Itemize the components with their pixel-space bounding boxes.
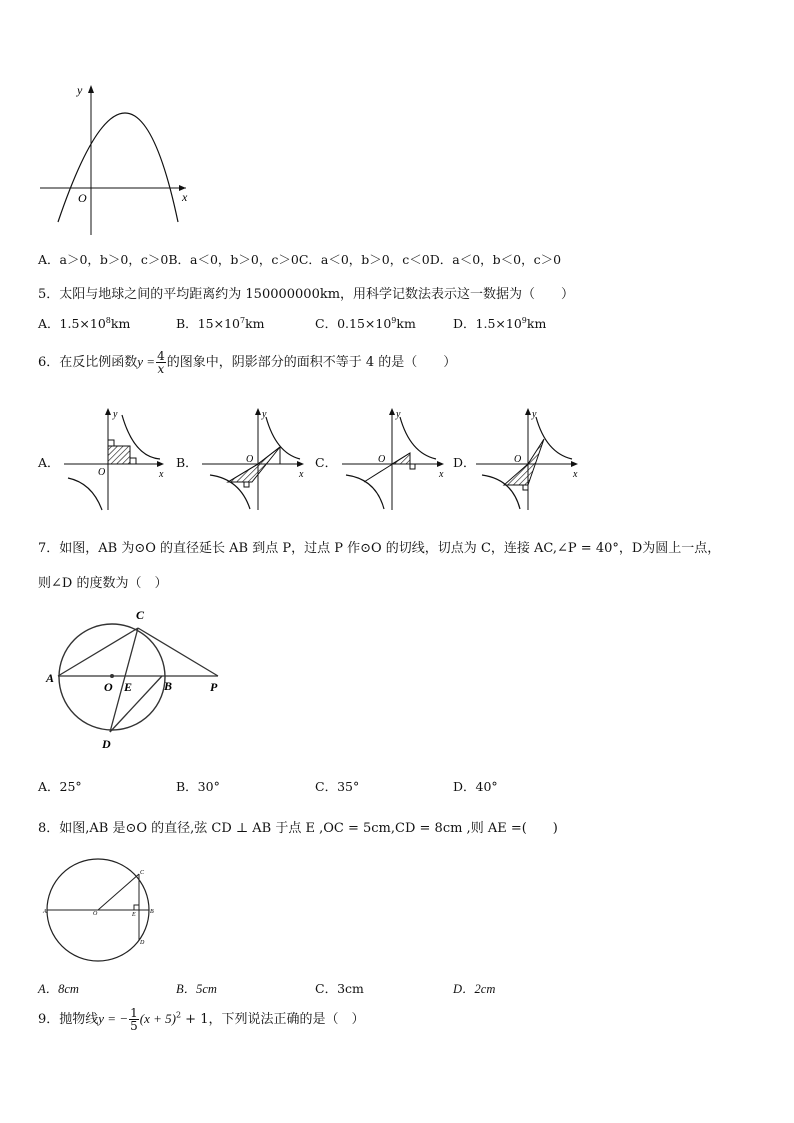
svg-text:O: O xyxy=(98,467,106,478)
q7-option-c[interactable]: C．35° xyxy=(315,779,360,794)
q8-option-d[interactable]: D．2cm xyxy=(453,982,496,996)
q7-option-a[interactable]: A．25° xyxy=(38,779,82,794)
q6-option-c-label[interactable]: C． xyxy=(315,455,338,470)
svg-text:C: C xyxy=(140,870,145,876)
q7-circle-figure xyxy=(40,600,230,760)
q5-question: 5．太阳与地球之间的平均距离约为 150000000km，用科学记数法表示这一数据为（ ） xyxy=(38,287,575,302)
q8-option-b[interactable]: B．5cm xyxy=(176,982,217,996)
q6-option-d-label[interactable]: D． xyxy=(453,455,476,470)
q7-question-line2: 则∠D 的度数为（ ） xyxy=(38,576,168,591)
q6-option-b-label[interactable]: B． xyxy=(176,455,198,470)
q4-x-label: x xyxy=(182,190,188,204)
svg-text:A: A xyxy=(43,909,47,915)
svg-text:y: y xyxy=(262,409,267,420)
q8-option-a[interactable]: A．8cm xyxy=(38,982,79,996)
q7-question-line1: 7．如图，AB 为⊙O 的直径延长 AB 到点 P，过点 P 作⊙O 的切线，切点为 C，连接 AC,∠P = 40°，D为圆上一点， xyxy=(38,541,721,556)
svg-text:P: P xyxy=(210,680,218,694)
q5-option-d[interactable]: D．$1.5\times 10^9km$ xyxy=(453,315,547,331)
q5-option-b[interactable]: B．$15\times 10^7km$ xyxy=(176,315,265,331)
q5-option-a[interactable]: A．$1.5\times 10^8km$ xyxy=(38,315,131,331)
q6-graph-b xyxy=(200,405,312,513)
q6-graph-c xyxy=(340,405,452,513)
svg-text:O: O xyxy=(93,911,98,917)
svg-text:O: O xyxy=(246,454,254,465)
svg-text:x: x xyxy=(573,469,578,480)
svg-text:D: D xyxy=(140,940,145,946)
svg-text:y: y xyxy=(532,409,537,420)
svg-text:O: O xyxy=(378,454,386,465)
q8-option-c[interactable]: C．3cm xyxy=(315,981,364,996)
q6-graph-a xyxy=(62,405,172,513)
svg-text:C: C xyxy=(136,608,145,622)
svg-text:B: B xyxy=(150,909,154,915)
svg-text:E: E xyxy=(124,680,133,694)
svg-text:O: O xyxy=(514,454,522,465)
svg-text:D: D xyxy=(102,737,111,751)
q6-option-a-label[interactable]: A． xyxy=(38,455,60,470)
q9-question: 9．抛物线y = − $\frac{1}{5}$ $(x + 5)^2 + 1$，下列说法正确的是（ ） xyxy=(38,1006,365,1033)
svg-text:O: O xyxy=(104,680,113,694)
q6-question: 6．在反比例函数y = $\frac{4}{x}$ 的图象中，阴影部分的面积不等于 4 的是（ ） xyxy=(38,349,457,376)
svg-text:A: A xyxy=(46,671,55,685)
q8-circle-figure xyxy=(40,858,170,964)
q4-options: A．a＞0，b＞0，c＞0B．a＜0，b＞0，c＞0C．a＜0，b＞0，c＜0D．a＜0，b＜0，c＞0 xyxy=(38,252,562,267)
svg-text:B: B xyxy=(164,679,173,693)
svg-text:E: E xyxy=(132,912,136,918)
q6-graph-d xyxy=(474,405,586,513)
q7-option-b[interactable]: B．30° xyxy=(176,779,220,794)
q4-origin-label: O xyxy=(78,191,87,205)
q8-question: 8．如图,AB 是⊙O 的直径,弦 CD ⊥ AB 于点 E ,OC = 5cm,CD = 8cm ,则 AE =( ) xyxy=(38,821,558,836)
q4-parabola-graph xyxy=(36,80,196,240)
svg-text:y: y xyxy=(396,409,401,420)
svg-text:x: x xyxy=(299,469,304,480)
svg-text:y: y xyxy=(113,409,118,420)
q4-y-label: y xyxy=(77,83,83,97)
svg-text:x: x xyxy=(439,469,444,480)
svg-text:x: x xyxy=(159,469,164,480)
q7-option-d[interactable]: D．40° xyxy=(453,779,498,794)
q5-option-c[interactable]: C．$0.15\times 10^9km$ xyxy=(315,315,416,331)
